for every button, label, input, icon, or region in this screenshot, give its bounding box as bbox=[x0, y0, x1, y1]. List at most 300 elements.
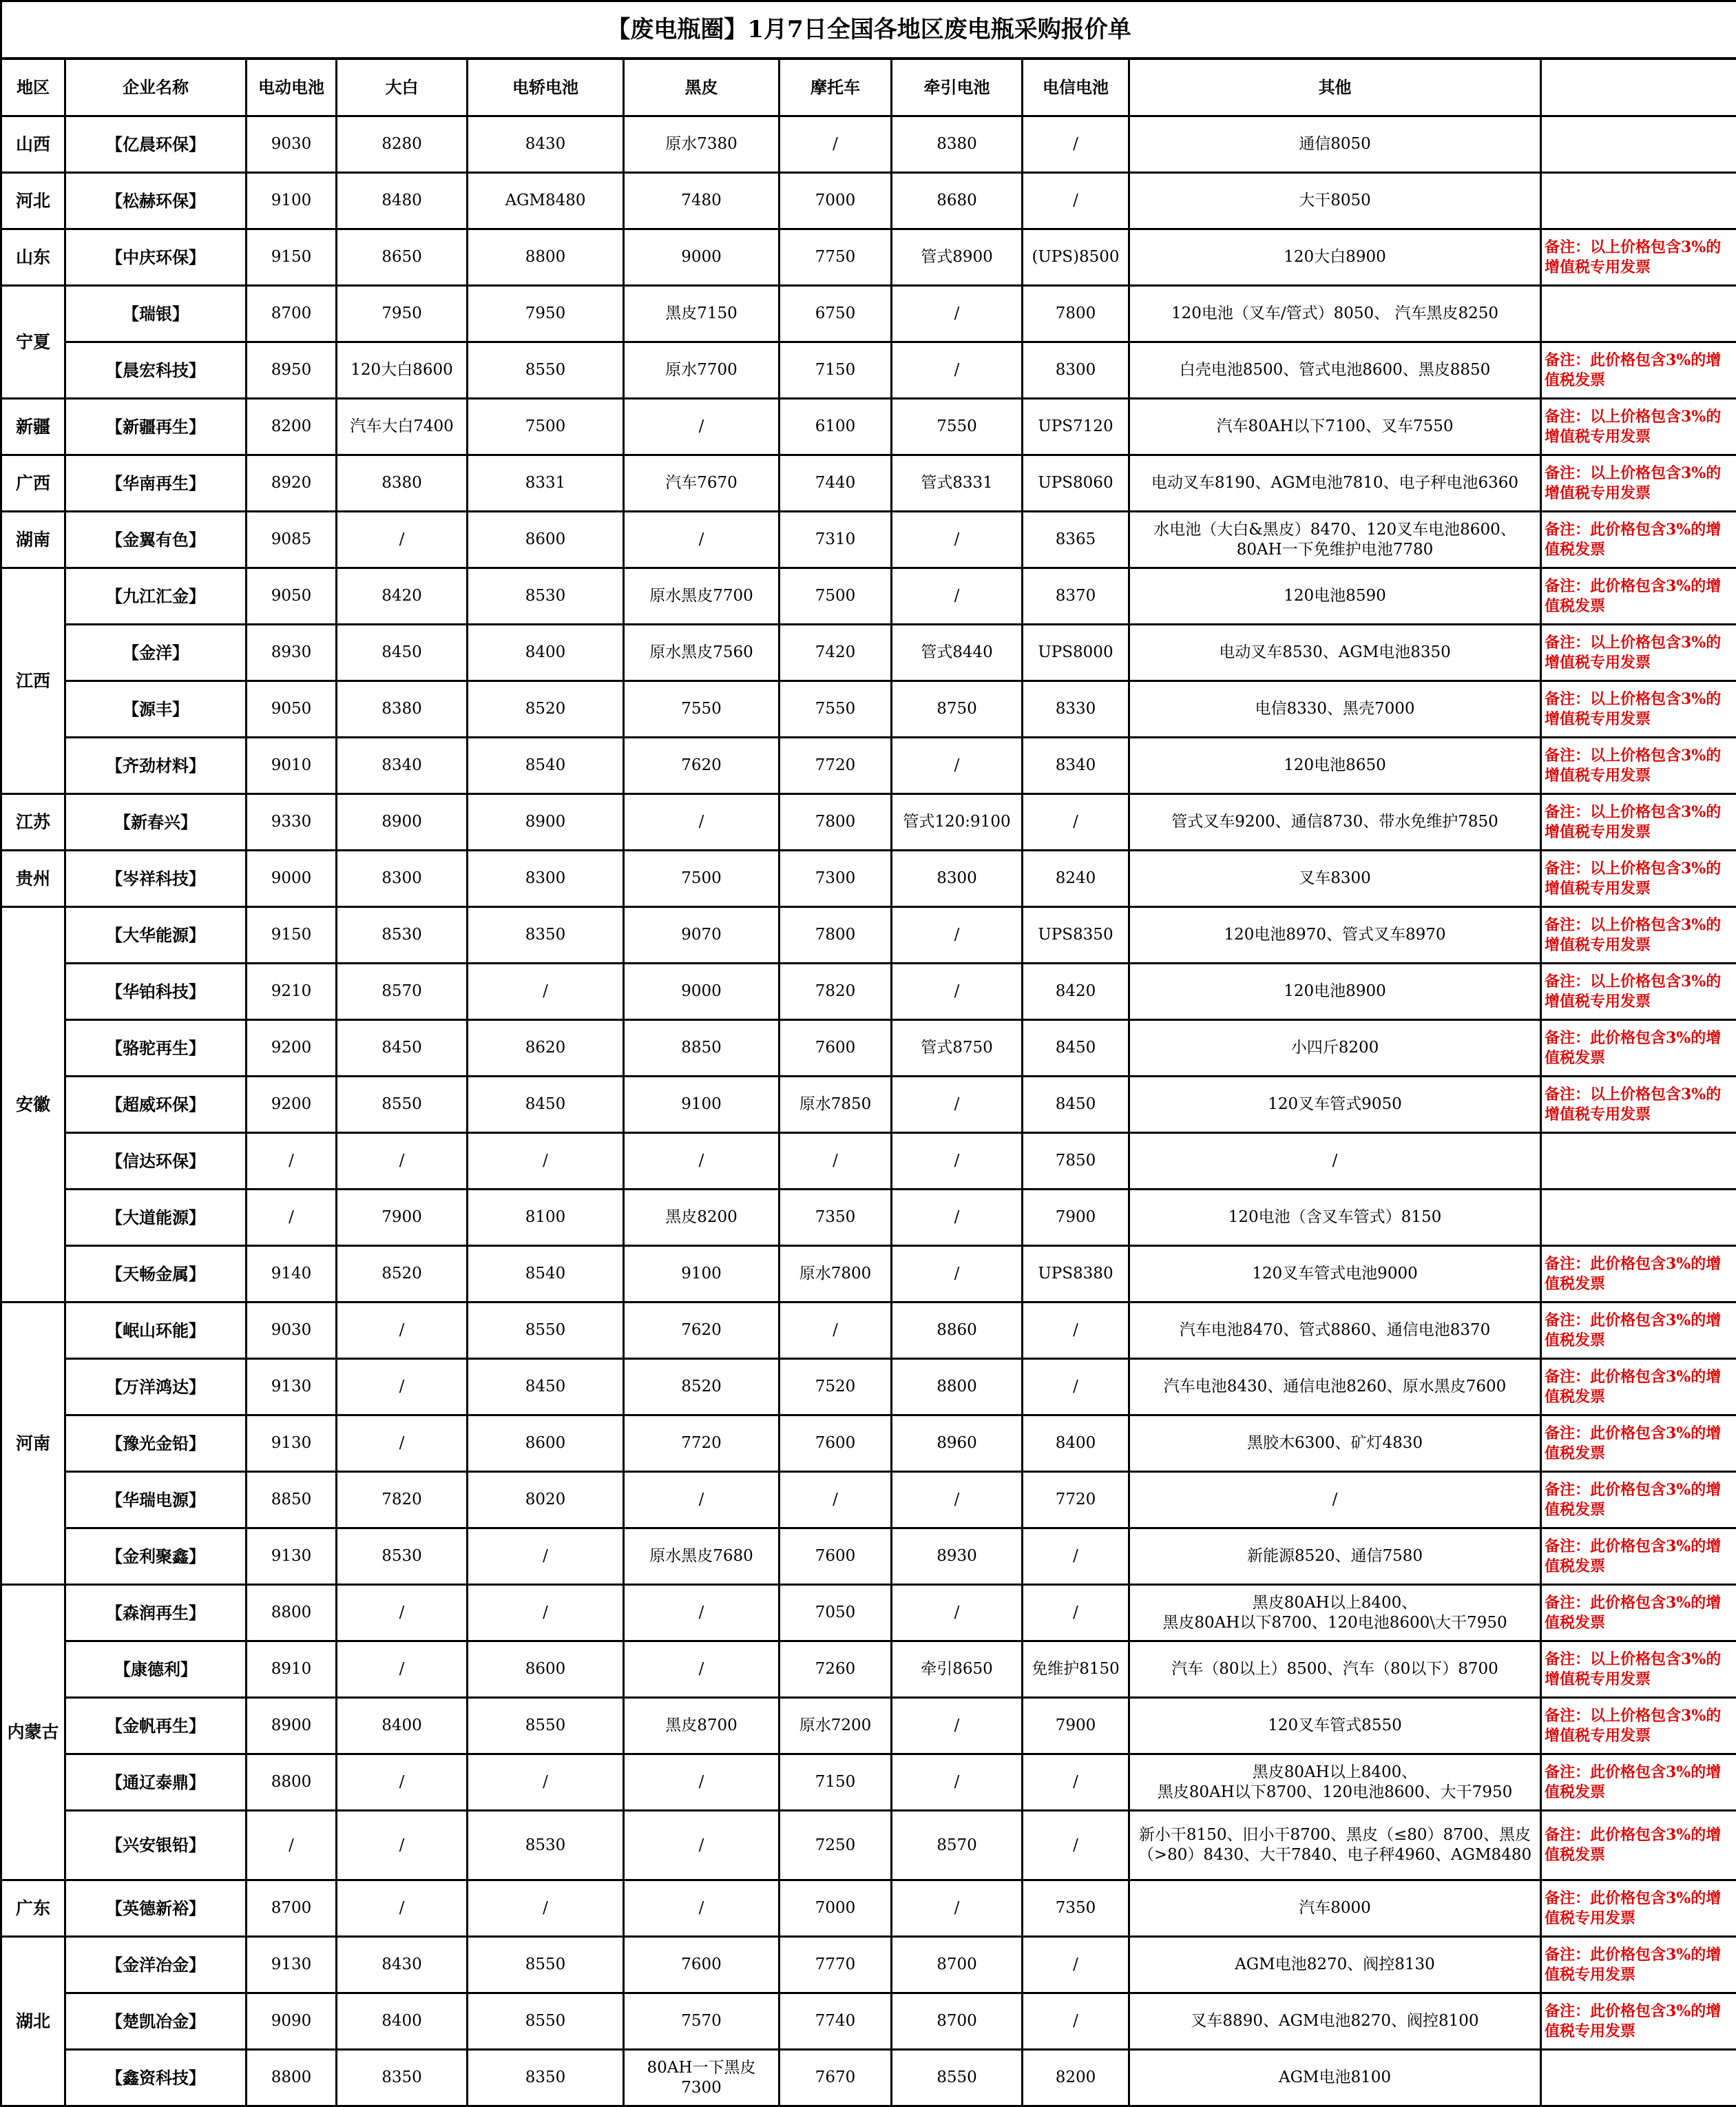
ev-battery-cell: 9000 bbox=[247, 851, 337, 907]
ev-battery-cell: 8800 bbox=[247, 1585, 337, 1641]
header-other: 其他 bbox=[1129, 59, 1541, 116]
telecom-battery-cell: 8365 bbox=[1023, 512, 1129, 568]
company-cell: 【金翼有色】 bbox=[65, 512, 247, 568]
header-region: 地区 bbox=[1, 59, 65, 116]
motorcycle-cell: / bbox=[780, 116, 892, 173]
heipi-cell: / bbox=[624, 1880, 780, 1937]
heipi-cell: / bbox=[624, 512, 780, 568]
note-cell bbox=[1541, 173, 1736, 229]
other-cell: 120电池8590 bbox=[1129, 568, 1541, 625]
other-cell: 电动叉车8190、AGM电池7810、电子秤电池6360 bbox=[1129, 455, 1541, 512]
motorcycle-cell: 7600 bbox=[780, 1528, 892, 1585]
ev-battery-cell: 8800 bbox=[247, 2050, 337, 2106]
traction-battery-cell: 8300 bbox=[892, 851, 1023, 907]
note-cell bbox=[1541, 2050, 1736, 2106]
car-battery-cell: / bbox=[468, 1585, 624, 1641]
table-row bbox=[1, 681, 1736, 738]
car-battery-cell: 8550 bbox=[468, 1302, 624, 1359]
table-row bbox=[1, 1880, 1736, 1937]
car-battery-cell: / bbox=[468, 1133, 624, 1190]
company-cell: 【源丰】 bbox=[65, 681, 247, 738]
dabai-cell: 8380 bbox=[337, 455, 468, 512]
heipi-cell: 7570 bbox=[624, 1993, 780, 2050]
note-cell: 备注：此价格包含3%的增值税专用发票 bbox=[1541, 1880, 1736, 1937]
traction-battery-cell: 8550 bbox=[892, 2050, 1023, 2106]
dabai-cell: 8530 bbox=[337, 1528, 468, 1585]
heipi-cell: 原水7380 bbox=[624, 116, 780, 173]
dabai-cell: 8420 bbox=[337, 568, 468, 625]
dabai-cell: 8430 bbox=[337, 1937, 468, 1993]
note-cell: 备注：以上价格包含3%的增值税专用发票 bbox=[1541, 738, 1736, 794]
dabai-cell: 8520 bbox=[337, 1246, 468, 1302]
car-battery-cell: 8530 bbox=[468, 1811, 624, 1880]
company-cell: 【康德利】 bbox=[65, 1641, 247, 1698]
motorcycle-cell: 7600 bbox=[780, 1415, 892, 1472]
heipi-cell: 原水7700 bbox=[624, 342, 780, 399]
dabai-cell: 汽车大白7400 bbox=[337, 399, 468, 455]
motorcycle-cell: 7310 bbox=[780, 512, 892, 568]
other-cell: 电动叉车8530、AGM电池8350 bbox=[1129, 625, 1541, 681]
table-row bbox=[1, 1585, 1736, 1641]
ev-battery-cell: 9085 bbox=[247, 512, 337, 568]
region-cell: 宁夏 bbox=[1, 286, 65, 399]
ev-battery-cell: 9200 bbox=[247, 1020, 337, 1077]
dabai-cell: 8900 bbox=[337, 794, 468, 851]
telecom-battery-cell: 8200 bbox=[1023, 2050, 1129, 2106]
table-row bbox=[1, 964, 1736, 1020]
telecom-battery-cell: UPS7120 bbox=[1023, 399, 1129, 455]
note-cell: 备注：以上价格包含3%的增值税专用发票 bbox=[1541, 1077, 1736, 1133]
telecom-battery-cell: 8400 bbox=[1023, 1415, 1129, 1472]
note-cell: 备注：此价格包含3%的增值税发票 bbox=[1541, 1585, 1736, 1641]
telecom-battery-cell: 8450 bbox=[1023, 1020, 1129, 1077]
dabai-cell: / bbox=[337, 512, 468, 568]
telecom-battery-cell: / bbox=[1023, 1993, 1129, 2050]
header-note bbox=[1541, 59, 1736, 116]
traction-battery-cell: / bbox=[892, 286, 1023, 342]
note-cell: 备注：此价格包含3%的增值税专用发票 bbox=[1541, 1937, 1736, 1993]
motorcycle-cell: 7520 bbox=[780, 1359, 892, 1415]
traction-battery-cell: 管式8440 bbox=[892, 625, 1023, 681]
note-cell: 备注：此价格包含3%的增值税发票 bbox=[1541, 342, 1736, 399]
heipi-cell: / bbox=[624, 1641, 780, 1698]
telecom-battery-cell: / bbox=[1023, 1528, 1129, 1585]
telecom-battery-cell: 7350 bbox=[1023, 1880, 1129, 1937]
dabai-cell: 8300 bbox=[337, 851, 468, 907]
ev-battery-cell: 9030 bbox=[247, 116, 337, 173]
car-battery-cell: 8350 bbox=[468, 907, 624, 964]
traction-battery-cell: / bbox=[892, 568, 1023, 625]
car-battery-cell: 8020 bbox=[468, 1472, 624, 1528]
motorcycle-cell: 原水7800 bbox=[780, 1246, 892, 1302]
company-cell: 【森润再生】 bbox=[65, 1585, 247, 1641]
heipi-cell: 8850 bbox=[624, 1020, 780, 1077]
heipi-cell: 黑皮7150 bbox=[624, 286, 780, 342]
company-cell: 【英德新裕】 bbox=[65, 1880, 247, 1937]
other-cell: 120电池8970、管式叉车8970 bbox=[1129, 907, 1541, 964]
dabai-cell: 8530 bbox=[337, 907, 468, 964]
traction-battery-cell: 8700 bbox=[892, 1937, 1023, 1993]
title-row bbox=[1, 1, 1736, 59]
dabai-cell: 7900 bbox=[337, 1190, 468, 1246]
company-cell: 【天畅金属】 bbox=[65, 1246, 247, 1302]
note-cell: 备注：此价格包含3%的增值税发票 bbox=[1541, 1415, 1736, 1472]
heipi-cell: 8520 bbox=[624, 1359, 780, 1415]
heipi-cell: 9100 bbox=[624, 1077, 780, 1133]
motorcycle-cell: 7800 bbox=[780, 907, 892, 964]
region-cell: 山西 bbox=[1, 116, 65, 173]
header-car-battery: 电轿电池 bbox=[468, 59, 624, 116]
note-cell: 备注：以上价格包含3%的增值税专用发票 bbox=[1541, 681, 1736, 738]
motorcycle-cell: 原水7850 bbox=[780, 1077, 892, 1133]
car-battery-cell: AGM8480 bbox=[468, 173, 624, 229]
telecom-battery-cell: 8450 bbox=[1023, 1077, 1129, 1133]
telecom-battery-cell: / bbox=[1023, 1754, 1129, 1811]
traction-battery-cell: 8700 bbox=[892, 1993, 1023, 2050]
other-cell: 汽车80AH以下7100、叉车7550 bbox=[1129, 399, 1541, 455]
company-cell: 【华瑞电源】 bbox=[65, 1472, 247, 1528]
car-battery-cell: 8450 bbox=[468, 1077, 624, 1133]
company-cell: 【晨宏科技】 bbox=[65, 342, 247, 399]
ev-battery-cell: 8700 bbox=[247, 1880, 337, 1937]
ev-battery-cell: 9140 bbox=[247, 1246, 337, 1302]
table-row bbox=[1, 1698, 1736, 1754]
telecom-battery-cell: 7900 bbox=[1023, 1190, 1129, 1246]
traction-battery-cell: / bbox=[892, 1698, 1023, 1754]
traction-battery-cell: 8750 bbox=[892, 681, 1023, 738]
telecom-battery-cell: UPS8350 bbox=[1023, 907, 1129, 964]
header-row bbox=[1, 59, 1736, 116]
car-battery-cell: 8600 bbox=[468, 512, 624, 568]
other-cell: 白壳电池8500、管式电池8600、黑皮8850 bbox=[1129, 342, 1541, 399]
heipi-cell: 黑皮8700 bbox=[624, 1698, 780, 1754]
heipi-cell: / bbox=[624, 399, 780, 455]
other-cell: / bbox=[1129, 1133, 1541, 1190]
note-cell: 备注：此价格包含3%的增值税发票 bbox=[1541, 1246, 1736, 1302]
ev-battery-cell: 9090 bbox=[247, 1993, 337, 2050]
dabai-cell: 8400 bbox=[337, 1698, 468, 1754]
note-cell: 备注：以上价格包含3%的增值税专用发票 bbox=[1541, 907, 1736, 964]
note-cell: 备注：此价格包含3%的增值税发票 bbox=[1541, 1811, 1736, 1880]
motorcycle-cell: 7550 bbox=[780, 681, 892, 738]
note-cell: 备注：此价格包含3%的增值税发票 bbox=[1541, 1528, 1736, 1585]
heipi-cell: 原水黑皮7700 bbox=[624, 568, 780, 625]
heipi-cell: 7620 bbox=[624, 1302, 780, 1359]
motorcycle-cell: 7740 bbox=[780, 1993, 892, 2050]
car-battery-cell: 8520 bbox=[468, 681, 624, 738]
heipi-cell: 7550 bbox=[624, 681, 780, 738]
traction-battery-cell: 牵引8650 bbox=[892, 1641, 1023, 1698]
note-cell: 备注：以上价格包含3%的增值税专用发票 bbox=[1541, 625, 1736, 681]
company-cell: 【华铂科技】 bbox=[65, 964, 247, 1020]
traction-battery-cell: / bbox=[892, 964, 1023, 1020]
region-cell: 河北 bbox=[1, 173, 65, 229]
ev-battery-cell: / bbox=[247, 1811, 337, 1880]
other-cell: 小四斤8200 bbox=[1129, 1020, 1541, 1077]
dabai-cell: / bbox=[337, 1880, 468, 1937]
company-cell: 【金帆再生】 bbox=[65, 1698, 247, 1754]
region-cell: 广西 bbox=[1, 455, 65, 512]
company-cell: 【新春兴】 bbox=[65, 794, 247, 851]
ev-battery-cell: 9050 bbox=[247, 568, 337, 625]
table-row bbox=[1, 229, 1736, 286]
note-cell bbox=[1541, 1190, 1736, 1246]
ev-battery-cell: 9210 bbox=[247, 964, 337, 1020]
region-cell: 广东 bbox=[1, 1880, 65, 1937]
company-cell: 【中庆环保】 bbox=[65, 229, 247, 286]
traction-battery-cell: / bbox=[892, 1754, 1023, 1811]
traction-battery-cell: 管式8750 bbox=[892, 1020, 1023, 1077]
table-row bbox=[1, 1190, 1736, 1246]
region-cell: 贵州 bbox=[1, 851, 65, 907]
motorcycle-cell: 6750 bbox=[780, 286, 892, 342]
table-row bbox=[1, 1993, 1736, 2050]
motorcycle-cell: 7150 bbox=[780, 1754, 892, 1811]
note-cell: 备注：以上价格包含3%的增值税专用发票 bbox=[1541, 794, 1736, 851]
heipi-cell: / bbox=[624, 1133, 780, 1190]
motorcycle-cell: 7260 bbox=[780, 1641, 892, 1698]
telecom-battery-cell: 7900 bbox=[1023, 1698, 1129, 1754]
traction-battery-cell: / bbox=[892, 1133, 1023, 1190]
motorcycle-cell: 7150 bbox=[780, 342, 892, 399]
car-battery-cell: 7500 bbox=[468, 399, 624, 455]
traction-battery-cell: / bbox=[892, 1585, 1023, 1641]
car-battery-cell: 8100 bbox=[468, 1190, 624, 1246]
ev-battery-cell: 9130 bbox=[247, 1937, 337, 1993]
dabai-cell: / bbox=[337, 1811, 468, 1880]
car-battery-cell: 8331 bbox=[468, 455, 624, 512]
motorcycle-cell: 7350 bbox=[780, 1190, 892, 1246]
note-cell: 备注：此价格包含3%的增值税发票 bbox=[1541, 1472, 1736, 1528]
car-battery-cell: 8600 bbox=[468, 1641, 624, 1698]
ev-battery-cell: 9200 bbox=[247, 1077, 337, 1133]
company-cell: 【瑞银】 bbox=[65, 286, 247, 342]
company-cell: 【豫光金铅】 bbox=[65, 1415, 247, 1472]
traction-battery-cell: / bbox=[892, 907, 1023, 964]
ev-battery-cell: 9100 bbox=[247, 173, 337, 229]
car-battery-cell: 8430 bbox=[468, 116, 624, 173]
other-cell: 黑皮80AH以上8400、 黑皮80AH以下8700、120电池8600、大干7950 bbox=[1129, 1754, 1541, 1811]
motorcycle-cell: 7050 bbox=[780, 1585, 892, 1641]
company-cell: 【九江汇金】 bbox=[65, 568, 247, 625]
note-cell: 备注：以上价格包含3%的增值税专用发票 bbox=[1541, 229, 1736, 286]
traction-battery-cell: 8960 bbox=[892, 1415, 1023, 1472]
traction-battery-cell: / bbox=[892, 738, 1023, 794]
dabai-cell: 8450 bbox=[337, 625, 468, 681]
company-cell: 【信达环保】 bbox=[65, 1133, 247, 1190]
motorcycle-cell: / bbox=[780, 1302, 892, 1359]
ev-battery-cell: 8910 bbox=[247, 1641, 337, 1698]
note-cell: 备注：此价格包含3%的增值税发票 bbox=[1541, 1302, 1736, 1359]
ev-battery-cell: 8850 bbox=[247, 1472, 337, 1528]
dabai-cell: / bbox=[337, 1641, 468, 1698]
telecom-battery-cell: 8370 bbox=[1023, 568, 1129, 625]
telecom-battery-cell: / bbox=[1023, 794, 1129, 851]
telecom-battery-cell: 8300 bbox=[1023, 342, 1129, 399]
dabai-cell: 8380 bbox=[337, 681, 468, 738]
region-cell: 山东 bbox=[1, 229, 65, 286]
dabai-cell: 8480 bbox=[337, 173, 468, 229]
dabai-cell: / bbox=[337, 1302, 468, 1359]
table-row bbox=[1, 1754, 1736, 1811]
telecom-battery-cell: 8420 bbox=[1023, 964, 1129, 1020]
car-battery-cell: 8900 bbox=[468, 794, 624, 851]
table-row bbox=[1, 851, 1736, 907]
company-cell: 【鑫资科技】 bbox=[65, 2050, 247, 2106]
ev-battery-cell: 9150 bbox=[247, 907, 337, 964]
traction-battery-cell: / bbox=[892, 1880, 1023, 1937]
motorcycle-cell: 7440 bbox=[780, 455, 892, 512]
other-cell: 汽车电池8430、通信电池8260、原水黑皮7600 bbox=[1129, 1359, 1541, 1415]
dabai-cell: 8340 bbox=[337, 738, 468, 794]
telecom-battery-cell: / bbox=[1023, 1585, 1129, 1641]
traction-battery-cell: 8680 bbox=[892, 173, 1023, 229]
note-cell: 备注：以上价格包含3%的增值税专用发票 bbox=[1541, 1698, 1736, 1754]
motorcycle-cell: 7670 bbox=[780, 2050, 892, 2106]
car-battery-cell: / bbox=[468, 1880, 624, 1937]
region-cell: 内蒙古 bbox=[1, 1585, 65, 1880]
motorcycle-cell: 7250 bbox=[780, 1811, 892, 1880]
traction-battery-cell: 8930 bbox=[892, 1528, 1023, 1585]
table-row bbox=[1, 455, 1736, 512]
heipi-cell: / bbox=[624, 794, 780, 851]
telecom-battery-cell: / bbox=[1023, 1811, 1129, 1880]
traction-battery-cell: / bbox=[892, 1472, 1023, 1528]
car-battery-cell: 8450 bbox=[468, 1359, 624, 1415]
other-cell: 黑皮80AH以上8400、 黑皮80AH以下8700、120电池8600\大干7950 bbox=[1129, 1585, 1541, 1641]
other-cell: 120电池（含叉车管式）8150 bbox=[1129, 1190, 1541, 1246]
header-dabai: 大白 bbox=[337, 59, 468, 116]
car-battery-cell: 8550 bbox=[468, 342, 624, 399]
car-battery-cell: 8350 bbox=[468, 2050, 624, 2106]
car-battery-cell: 8300 bbox=[468, 851, 624, 907]
company-cell: 【齐劲材料】 bbox=[65, 738, 247, 794]
ev-battery-cell: 9050 bbox=[247, 681, 337, 738]
car-battery-cell: 8600 bbox=[468, 1415, 624, 1472]
telecom-battery-cell: 8340 bbox=[1023, 738, 1129, 794]
heipi-cell: 7600 bbox=[624, 1937, 780, 1993]
traction-battery-cell: 8800 bbox=[892, 1359, 1023, 1415]
heipi-cell: / bbox=[624, 1811, 780, 1880]
ev-battery-cell: 9030 bbox=[247, 1302, 337, 1359]
motorcycle-cell: / bbox=[780, 1472, 892, 1528]
traction-battery-cell: / bbox=[892, 512, 1023, 568]
ev-battery-cell: 8700 bbox=[247, 286, 337, 342]
car-battery-cell: 8540 bbox=[468, 1246, 624, 1302]
table-row bbox=[1, 1528, 1736, 1585]
company-cell: 【亿晨环保】 bbox=[65, 116, 247, 173]
other-cell: / bbox=[1129, 1472, 1541, 1528]
table-row bbox=[1, 625, 1736, 681]
traction-battery-cell: / bbox=[892, 1246, 1023, 1302]
other-cell: 汽车（80以上）8500、汽车（80以下）8700 bbox=[1129, 1641, 1541, 1698]
heipi-cell: 7720 bbox=[624, 1415, 780, 1472]
table-row bbox=[1, 1937, 1736, 1993]
other-cell: 120电池（叉车/管式）8050、 汽车黑皮8250 bbox=[1129, 286, 1541, 342]
header-ev-battery: 电动电池 bbox=[247, 59, 337, 116]
region-cell: 江苏 bbox=[1, 794, 65, 851]
traction-battery-cell: / bbox=[892, 1077, 1023, 1133]
traction-battery-cell: 8380 bbox=[892, 116, 1023, 173]
other-cell: 120叉车管式9050 bbox=[1129, 1077, 1541, 1133]
note-cell bbox=[1541, 116, 1736, 173]
telecom-battery-cell: / bbox=[1023, 173, 1129, 229]
other-cell: 新小干8150、旧小干8700、黑皮（≤80）8700、黑皮（>80）8430、大干7840、电子秤4960、AGM8480 bbox=[1129, 1811, 1541, 1880]
region-cell: 安徽 bbox=[1, 907, 65, 1302]
telecom-battery-cell: 7720 bbox=[1023, 1472, 1129, 1528]
other-cell: AGM电池8270、阀控8130 bbox=[1129, 1937, 1541, 1993]
company-cell: 【岑祥科技】 bbox=[65, 851, 247, 907]
car-battery-cell: 8400 bbox=[468, 625, 624, 681]
heipi-cell: / bbox=[624, 1472, 780, 1528]
table-row bbox=[1, 116, 1736, 173]
telecom-battery-cell: / bbox=[1023, 1359, 1129, 1415]
company-cell: 【兴安银铅】 bbox=[65, 1811, 247, 1880]
heipi-cell: / bbox=[624, 1585, 780, 1641]
table-row bbox=[1, 738, 1736, 794]
ev-battery-cell: 8920 bbox=[247, 455, 337, 512]
telecom-battery-cell: 8240 bbox=[1023, 851, 1129, 907]
dabai-cell: 8450 bbox=[337, 1020, 468, 1077]
table-row bbox=[1, 399, 1736, 455]
header-telecom-battery: 电信电池 bbox=[1023, 59, 1129, 116]
motorcycle-cell: 7000 bbox=[780, 1880, 892, 1937]
other-cell: 通信8050 bbox=[1129, 116, 1541, 173]
note-cell: 备注：以上价格包含3%的增值税专用发票 bbox=[1541, 1641, 1736, 1698]
table-row bbox=[1, 568, 1736, 625]
table-row bbox=[1, 1415, 1736, 1472]
car-battery-cell: 8800 bbox=[468, 229, 624, 286]
table-row bbox=[1, 2050, 1736, 2106]
car-battery-cell: / bbox=[468, 1528, 624, 1585]
other-cell: 汽车8000 bbox=[1129, 1880, 1541, 1937]
table-row bbox=[1, 907, 1736, 964]
traction-battery-cell: 7550 bbox=[892, 399, 1023, 455]
company-cell: 【金利聚鑫】 bbox=[65, 1528, 247, 1585]
note-cell: 备注：此价格包含3%的增值税发票 bbox=[1541, 1359, 1736, 1415]
dabai-cell: 8650 bbox=[337, 229, 468, 286]
motorcycle-cell: / bbox=[780, 1133, 892, 1190]
company-cell: 【骆驼再生】 bbox=[65, 1020, 247, 1077]
motorcycle-cell: 7500 bbox=[780, 568, 892, 625]
motorcycle-cell: 7000 bbox=[780, 173, 892, 229]
telecom-battery-cell: 8330 bbox=[1023, 681, 1129, 738]
company-cell: 【大道能源】 bbox=[65, 1190, 247, 1246]
dabai-cell: / bbox=[337, 1585, 468, 1641]
note-cell bbox=[1541, 1133, 1736, 1190]
telecom-battery-cell: UPS8380 bbox=[1023, 1246, 1129, 1302]
header-heipi: 黑皮 bbox=[624, 59, 780, 116]
car-battery-cell: 8530 bbox=[468, 568, 624, 625]
other-cell: 120叉车管式电池9000 bbox=[1129, 1246, 1541, 1302]
ev-battery-cell: 8800 bbox=[247, 1754, 337, 1811]
other-cell: 黑胶木6300、矿灯4830 bbox=[1129, 1415, 1541, 1472]
ev-battery-cell: 9150 bbox=[247, 229, 337, 286]
dabai-cell: / bbox=[337, 1359, 468, 1415]
table-row bbox=[1, 342, 1736, 399]
table-row bbox=[1, 173, 1736, 229]
company-cell: 【华南再生】 bbox=[65, 455, 247, 512]
heipi-cell: 黑皮8200 bbox=[624, 1190, 780, 1246]
car-battery-cell: 8550 bbox=[468, 1937, 624, 1993]
dabai-cell: 7950 bbox=[337, 286, 468, 342]
traction-battery-cell: 管式120:9100 bbox=[892, 794, 1023, 851]
table-row bbox=[1, 1077, 1736, 1133]
company-cell: 【万洋鸿达】 bbox=[65, 1359, 247, 1415]
company-cell: 【岷山环能】 bbox=[65, 1302, 247, 1359]
heipi-cell: 80AH一下黑皮7300 bbox=[624, 2050, 780, 2106]
heipi-cell: 9070 bbox=[624, 907, 780, 964]
